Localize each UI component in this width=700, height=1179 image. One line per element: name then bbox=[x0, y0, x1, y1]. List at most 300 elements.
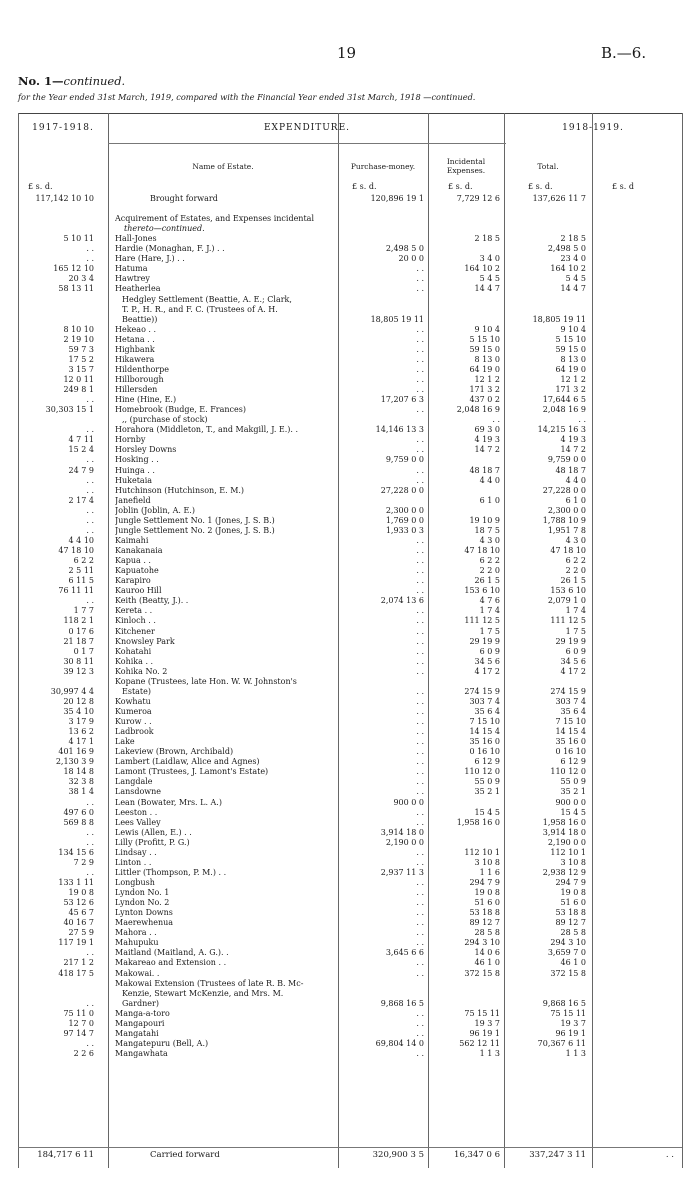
table-row bbox=[0, 989, 700, 999]
cell-purchase: . . bbox=[416, 385, 424, 394]
page-number: 19 bbox=[337, 44, 357, 62]
cell-prev: 24 7 9 bbox=[68, 465, 94, 475]
table-row bbox=[0, 616, 700, 626]
table-row bbox=[0, 405, 700, 415]
cell-name: Makowai. . bbox=[115, 968, 160, 978]
cell-total: 6 0 9 bbox=[565, 646, 586, 656]
cell-prev: 4 7 11 bbox=[68, 435, 94, 445]
cell-prev: 5 10 11 bbox=[63, 234, 94, 244]
cell-total: 5 4 5 bbox=[565, 274, 586, 284]
cell-incidental: 437 0 2 bbox=[469, 395, 500, 405]
cell-total: 14 15 4 bbox=[555, 727, 586, 737]
cell-name: Kereta . . bbox=[115, 606, 153, 616]
currency-tot: £ s. d. bbox=[528, 182, 553, 191]
cell-prev: 2 2 6 bbox=[73, 1049, 94, 1058]
cell-total: 294 7 9 bbox=[555, 878, 586, 887]
table-row bbox=[0, 586, 700, 596]
cell-incidental: 7 15 10 bbox=[469, 717, 500, 726]
cell-prev: 20 3 4 bbox=[68, 274, 94, 284]
carried-forward-row bbox=[0, 1151, 700, 1161]
cell-incidental: 47 18 10 bbox=[464, 546, 500, 555]
cell-total: 1 7 4 bbox=[565, 606, 586, 616]
cell-purchase: . . bbox=[416, 324, 424, 334]
cell-purchase: 9,759 0 0 bbox=[385, 455, 424, 465]
cell-incidental: 69 3 0 bbox=[474, 425, 500, 435]
table-row bbox=[0, 596, 700, 606]
table-row bbox=[0, 284, 700, 294]
cell-name: Hine (Hine, E.) bbox=[115, 395, 177, 405]
table-number: No. 1—continued. bbox=[18, 74, 126, 88]
cell-total: 46 1 0 bbox=[560, 958, 586, 968]
cell-total: 2,300 0 0 bbox=[547, 505, 586, 515]
cell-prev: 20 12 8 bbox=[63, 696, 94, 706]
table-row bbox=[0, 958, 700, 968]
cell-total: 9,868 16 5 bbox=[542, 998, 586, 1008]
cell-total: 14 7 2 bbox=[560, 445, 586, 455]
cell-total: 2,938 12 9 bbox=[542, 867, 586, 877]
cell-total: 12 1 2 bbox=[560, 375, 586, 384]
cell-purchase: . . bbox=[416, 1008, 424, 1018]
cell-incidental: 4 4 0 bbox=[479, 475, 500, 485]
cell-incidental: 6 0 9 bbox=[479, 646, 500, 656]
cell-purchase: 18,805 19 11 bbox=[370, 314, 424, 324]
cell-name: Horsley Downs bbox=[115, 445, 177, 455]
cell-total: 47 18 10 bbox=[550, 546, 586, 555]
cell-incidental: 96 19 1 bbox=[469, 1028, 500, 1038]
cell-name: Horahora (Middleton, T., and Makgill, J. E.). . bbox=[115, 425, 299, 435]
cell-name: Makareao and Extension . . bbox=[115, 958, 227, 968]
cell-incidental: 372 15 8 bbox=[464, 968, 500, 978]
cell-name: Jungle Settlement No. 2 (Jones, J. S. B.) bbox=[115, 525, 275, 535]
cell-prev: . . bbox=[86, 998, 94, 1008]
cell-prev: . . bbox=[86, 1038, 94, 1048]
cell-name: Hawtrey bbox=[115, 274, 150, 284]
cell-total: 110 12 0 bbox=[550, 767, 586, 777]
cell-name: Hekeao . . bbox=[115, 324, 157, 334]
cell-purchase: 27,228 0 0 bbox=[380, 485, 424, 495]
cell-incidental: 4 3 0 bbox=[479, 535, 500, 545]
carried-pur: 320,900 3 5 bbox=[372, 1150, 424, 1160]
table-row bbox=[0, 747, 700, 757]
cell-name: Keith (Beatty, J.). . bbox=[115, 596, 189, 606]
cell-name: Lynton Downs bbox=[115, 908, 173, 918]
table-row bbox=[0, 566, 700, 576]
cell-name: Lakeview (Brown, Archibald) bbox=[115, 747, 234, 757]
table-row bbox=[0, 838, 700, 848]
cell-name: Kumeroa bbox=[115, 706, 152, 716]
table-row bbox=[0, 486, 700, 496]
cell-name: Hetana . . bbox=[115, 334, 155, 344]
cell-name: Leeston . . bbox=[115, 807, 158, 817]
cell-total: 4 4 0 bbox=[565, 475, 586, 485]
cell-prev: 18 14 8 bbox=[63, 767, 94, 777]
cell-name: Kanakanaia bbox=[115, 546, 163, 555]
cell-purchase: . . bbox=[416, 535, 424, 545]
cell-incidental: 171 3 2 bbox=[469, 385, 500, 394]
cell-total: 164 10 2 bbox=[550, 264, 586, 274]
cell-name: Mangawhata bbox=[115, 1049, 168, 1058]
cell-total: 28 5 8 bbox=[560, 928, 586, 938]
table-row bbox=[0, 325, 700, 335]
cell-name: Lindsay . . bbox=[115, 847, 157, 857]
cell-prev: 30 8 11 bbox=[63, 656, 94, 666]
cell-purchase: 2,498 5 0 bbox=[385, 244, 424, 254]
cell-purchase: . . bbox=[416, 636, 424, 646]
cell-prev: . . bbox=[86, 837, 94, 847]
cell-prev: 133 1 11 bbox=[58, 878, 94, 887]
carried-inc: 16,347 0 6 bbox=[454, 1150, 500, 1160]
cell-total: 2,048 16 9 bbox=[542, 405, 586, 415]
cell-purchase: . . bbox=[416, 757, 424, 767]
cell-name: Hikawera bbox=[115, 354, 155, 364]
cell-name: Janefield bbox=[115, 495, 151, 505]
table-row bbox=[0, 264, 700, 274]
cell-total: 29 19 9 bbox=[555, 636, 586, 646]
cell-incidental: 2 18 5 bbox=[474, 234, 500, 244]
table-row bbox=[0, 1009, 700, 1019]
cell-incidental: 1 1 6 bbox=[479, 867, 500, 877]
cell-prev: . . bbox=[86, 425, 94, 435]
cell-prev: 401 16 9 bbox=[58, 747, 94, 757]
cell-purchase: . . bbox=[416, 1049, 424, 1058]
cell-purchase: . . bbox=[416, 968, 424, 978]
cell-incidental: 75 15 11 bbox=[464, 1008, 500, 1018]
cell-incidental: 14 4 7 bbox=[474, 284, 500, 294]
cell-prev: 58 13 11 bbox=[58, 284, 94, 294]
cell-total: 2,190 0 0 bbox=[547, 837, 586, 847]
cell-prev: 134 15 6 bbox=[58, 847, 94, 857]
cell-purchase: . . bbox=[416, 616, 424, 626]
table-row bbox=[0, 858, 700, 868]
cell-incidental: 34 5 6 bbox=[474, 656, 500, 666]
table-row bbox=[0, 385, 700, 395]
cell-purchase: . . bbox=[416, 787, 424, 797]
cell-incidental: 48 18 7 bbox=[469, 465, 500, 475]
table-row bbox=[0, 908, 700, 918]
cell-incidental: 35 2 1 bbox=[474, 787, 500, 797]
cell-prev: 38 1 4 bbox=[68, 787, 94, 797]
cell-purchase: . . bbox=[416, 334, 424, 344]
table-subtitle: for the Year ended 31st March, 1919, compared with the Financial Year ended 31st March, 1918 —continued. bbox=[18, 92, 476, 102]
cell-name: thereto—continued. bbox=[124, 224, 205, 234]
cell-incidental: 64 19 0 bbox=[469, 364, 500, 374]
table-row bbox=[0, 214, 700, 224]
brought-prev: 117,142 10 10 bbox=[35, 194, 94, 203]
table-row bbox=[0, 445, 700, 455]
cell-purchase: . . bbox=[416, 465, 424, 475]
cell-purchase: . . bbox=[416, 706, 424, 716]
cell-purchase: . . bbox=[416, 727, 424, 737]
cell-prev: 35 4 10 bbox=[63, 706, 94, 716]
cell-prev: 2,130 3 9 bbox=[55, 757, 94, 767]
cell-total: 153 6 10 bbox=[550, 586, 586, 596]
cell-name: Hosking . . bbox=[115, 455, 159, 465]
cell-purchase: . . bbox=[416, 908, 424, 918]
cell-name: Lamont (Trustees, J. Lamont's Estate) bbox=[115, 767, 269, 777]
cell-incidental: 4 19 3 bbox=[474, 435, 500, 445]
cell-purchase: . . bbox=[416, 586, 424, 596]
cell-purchase: . . bbox=[416, 264, 424, 274]
cell-name: Mahupuku bbox=[115, 938, 159, 948]
cell-name: Kowhatu bbox=[115, 696, 151, 706]
table-row bbox=[0, 828, 700, 838]
cell-total: 900 0 0 bbox=[555, 797, 586, 807]
cell-purchase: . . bbox=[416, 737, 424, 747]
table-row bbox=[0, 1029, 700, 1039]
col-total: Total. bbox=[537, 162, 559, 171]
cell-purchase: . . bbox=[416, 556, 424, 565]
cell-purchase: . . bbox=[416, 958, 424, 968]
cell-total: 9 10 4 bbox=[560, 324, 586, 334]
table-row bbox=[0, 455, 700, 465]
table-row bbox=[0, 606, 700, 616]
cell-total: 274 15 9 bbox=[550, 686, 586, 696]
cell-incidental: 46 1 0 bbox=[474, 958, 500, 968]
cell-prev: 2 5 11 bbox=[68, 566, 94, 576]
table-row bbox=[0, 335, 700, 345]
table-row bbox=[0, 657, 700, 667]
table-row bbox=[0, 787, 700, 797]
cell-prev: 418 17 5 bbox=[58, 968, 94, 978]
cell-total: 2,498 5 0 bbox=[547, 244, 586, 254]
table-row bbox=[0, 476, 700, 486]
table-row bbox=[0, 918, 700, 928]
table-row bbox=[0, 667, 700, 677]
cell-prev: 76 11 11 bbox=[58, 586, 94, 596]
cell-name: Littler (Thompson, P. M.) . . bbox=[115, 867, 227, 877]
cell-name: Kohika . . bbox=[115, 656, 154, 666]
table-row bbox=[0, 305, 700, 315]
table-row bbox=[0, 375, 700, 385]
table-row bbox=[0, 1039, 700, 1049]
cell-name: T. P., H. R., and F. C. (Trustees of A. H. bbox=[122, 304, 278, 314]
cell-prev: 8 10 10 bbox=[63, 324, 94, 334]
table-row bbox=[0, 365, 700, 375]
cell-prev: 39 12 3 bbox=[63, 666, 94, 676]
cell-incidental: 2 2 0 bbox=[479, 566, 500, 576]
cell-name: Jungle Settlement No. 1 (Jones, J. S. B.) bbox=[115, 515, 275, 525]
rule-carried bbox=[18, 1147, 682, 1148]
cell-purchase: . . bbox=[416, 817, 424, 827]
cell-incidental: 89 12 7 bbox=[469, 918, 500, 928]
cell-purchase: . . bbox=[416, 546, 424, 555]
cell-name: Knowsley Park bbox=[115, 636, 175, 646]
cell-total: 35 6 4 bbox=[560, 706, 586, 716]
table-row bbox=[0, 727, 700, 737]
cell-incidental: 9 10 4 bbox=[474, 324, 500, 334]
cell-total: 7 15 10 bbox=[555, 717, 586, 726]
table-row bbox=[0, 928, 700, 938]
cell-total: 5 15 10 bbox=[555, 334, 586, 344]
cell-name: Gardner) bbox=[122, 998, 159, 1008]
cell-purchase: . . bbox=[416, 646, 424, 656]
cell-purchase: . . bbox=[416, 445, 424, 455]
col-incidental: Incidental Expenses. bbox=[446, 157, 486, 175]
cell-name: Mahora . . bbox=[115, 928, 157, 938]
cell-prev: 32 3 8 bbox=[68, 777, 94, 787]
cell-purchase: . . bbox=[416, 767, 424, 777]
cell-total: 3 10 8 bbox=[560, 857, 586, 867]
cell-prev: 6 2 2 bbox=[73, 556, 94, 565]
table-row bbox=[0, 969, 700, 979]
cell-purchase: . . bbox=[416, 717, 424, 726]
table-row bbox=[0, 395, 700, 405]
cell-total: 2,079 1 0 bbox=[547, 596, 586, 606]
cell-incidental: 28 5 8 bbox=[474, 928, 500, 938]
cell-prev: 249 8 1 bbox=[63, 385, 94, 394]
cell-name: Kapuatohe bbox=[115, 566, 159, 576]
cell-prev: . . bbox=[86, 797, 94, 807]
cell-incidental: 55 0 9 bbox=[474, 777, 500, 787]
cell-purchase: 20 0 0 bbox=[398, 254, 424, 264]
cell-total: 4 3 0 bbox=[565, 535, 586, 545]
cell-total: 64 19 0 bbox=[555, 364, 586, 374]
cell-prev: 19 0 8 bbox=[68, 888, 94, 897]
cell-total: 23 4 0 bbox=[560, 254, 586, 264]
cell-prev: 12 0 11 bbox=[63, 375, 94, 384]
cell-purchase: 17,207 6 3 bbox=[380, 395, 424, 405]
table-row bbox=[0, 697, 700, 707]
cell-purchase: 2,074 13 6 bbox=[380, 596, 424, 606]
table-row bbox=[0, 948, 700, 958]
cell-incidental: 110 12 0 bbox=[464, 767, 500, 777]
cell-purchase: 3,645 6 6 bbox=[385, 948, 424, 958]
currency-inc: £ s. d. bbox=[448, 182, 473, 191]
cell-incidental: 1 7 5 bbox=[479, 626, 500, 636]
carried-label: Carried forward bbox=[150, 1151, 220, 1160]
cell-name: Highbank bbox=[115, 344, 155, 354]
cell-total: 6 1 0 bbox=[565, 495, 586, 505]
cell-purchase: . . bbox=[416, 274, 424, 284]
cell-name: Linton . . bbox=[115, 857, 152, 867]
cell-total: 3,914 18 0 bbox=[542, 827, 586, 837]
cell-name: Hall-Jones bbox=[115, 234, 157, 244]
cell-name: Hatuma bbox=[115, 264, 148, 274]
cell-name: Lilly (Profitt, P. G.) bbox=[115, 837, 190, 847]
cell-name: Kohatahi bbox=[115, 646, 152, 656]
currency-pur: £ s. d. bbox=[352, 182, 377, 191]
cell-name: Beattie)) bbox=[122, 314, 158, 324]
cell-incidental: 6 2 2 bbox=[479, 556, 500, 565]
cell-prev: 12 7 0 bbox=[68, 1018, 94, 1028]
cell-purchase: . . bbox=[416, 344, 424, 354]
section-1918: 1918-1919. bbox=[562, 123, 624, 133]
table-row bbox=[0, 848, 700, 858]
cell-name: Joblin (Joblin, A. E.) bbox=[115, 505, 195, 515]
cell-incidental: 112 10 1 bbox=[464, 847, 500, 857]
cell-incidental: 303 7 4 bbox=[469, 696, 500, 706]
cell-total: 4 17 2 bbox=[560, 666, 586, 676]
cell-prev: . . bbox=[86, 525, 94, 535]
cell-purchase: 2,300 0 0 bbox=[385, 505, 424, 515]
cell-incidental: 14 0 6 bbox=[474, 948, 500, 958]
table-row bbox=[0, 979, 700, 989]
cell-prev: 7 2 9 bbox=[73, 857, 94, 867]
cell-purchase: . . bbox=[416, 354, 424, 364]
cell-prev: 30,997 4 4 bbox=[50, 686, 94, 696]
cell-incidental: 562 12 11 bbox=[459, 1038, 500, 1048]
cell-prev: . . bbox=[86, 395, 94, 405]
cell-total: 6 2 2 bbox=[565, 556, 586, 565]
cell-name: ,, (purchase of stock) bbox=[122, 415, 208, 425]
table-row bbox=[0, 757, 700, 767]
cell-total: 19 3 7 bbox=[560, 1018, 586, 1028]
cell-incidental: 3 4 0 bbox=[479, 254, 500, 264]
cell-incidental: 35 6 4 bbox=[474, 706, 500, 716]
table-row bbox=[0, 234, 700, 244]
table-row bbox=[0, 425, 700, 435]
cell-purchase: 900 0 0 bbox=[393, 797, 424, 807]
table-row bbox=[0, 1049, 700, 1059]
cell-total: 2 2 0 bbox=[565, 566, 586, 576]
cell-purchase: . . bbox=[416, 928, 424, 938]
carried-ext: . . bbox=[665, 1150, 674, 1160]
cell-total: 14 4 7 bbox=[560, 284, 586, 294]
cell-purchase: . . bbox=[416, 566, 424, 576]
table-row bbox=[0, 938, 700, 948]
cell-total: 35 16 0 bbox=[555, 737, 586, 747]
cell-total: 0 16 10 bbox=[555, 747, 586, 757]
cell-total: 372 15 8 bbox=[550, 968, 586, 978]
cell-incidental: 18 7 5 bbox=[474, 525, 500, 535]
cell-purchase: 2,190 0 0 bbox=[385, 837, 424, 847]
cell-prev: 17 5 2 bbox=[68, 354, 94, 364]
cell-purchase: . . bbox=[416, 918, 424, 928]
cell-prev: 97 14 7 bbox=[63, 1028, 94, 1038]
brought-pur: 120,896 19 1 bbox=[370, 194, 424, 203]
cell-name: Ladbrook bbox=[115, 727, 154, 737]
cell-incidental: 1,958 16 0 bbox=[456, 817, 500, 827]
cell-name: Langdale bbox=[115, 777, 153, 787]
cell-incidental: 19 0 8 bbox=[474, 888, 500, 897]
carried-prev: 184,717 6 11 bbox=[37, 1150, 94, 1160]
cell-name: Hillborough bbox=[115, 375, 164, 384]
cell-prev: 2 17 4 bbox=[68, 495, 94, 505]
cell-prev: 45 6 7 bbox=[68, 908, 94, 918]
cell-prev: 569 8 8 bbox=[63, 817, 94, 827]
cell-prev: 3 17 9 bbox=[68, 717, 94, 726]
cell-incidental: 14 7 2 bbox=[474, 445, 500, 455]
cell-incidental: 0 16 10 bbox=[469, 747, 500, 757]
cell-total: 2 18 5 bbox=[560, 234, 586, 244]
cell-purchase: 1,769 0 0 bbox=[385, 515, 424, 525]
cell-prev: 165 12 10 bbox=[53, 264, 94, 274]
cell-prev: . . bbox=[86, 505, 94, 515]
cell-prev: 4 17 1 bbox=[68, 737, 94, 747]
table-row bbox=[0, 274, 700, 284]
table-row bbox=[0, 244, 700, 254]
cell-name: Kopane (Trustees, late Hon. W. W. Johnston's bbox=[115, 676, 297, 686]
cell-total: 18,805 19 11 bbox=[532, 314, 586, 324]
cell-incidental: 4 7 6 bbox=[479, 596, 500, 606]
table-row bbox=[0, 717, 700, 727]
col-name: Name of Estate. bbox=[192, 162, 254, 171]
cell-total: 1,958 16 0 bbox=[542, 817, 586, 827]
cell-total: 171 3 2 bbox=[555, 385, 586, 394]
cell-incidental: 111 12 5 bbox=[464, 616, 500, 626]
document-reference: B.—6. bbox=[601, 44, 647, 62]
cell-prev: 53 12 6 bbox=[63, 898, 94, 908]
cell-prev: . . bbox=[86, 455, 94, 465]
cell-prev: . . bbox=[86, 827, 94, 837]
section-expenditure: EXPENDITURE. bbox=[263, 123, 351, 133]
cell-total: 6 12 9 bbox=[560, 757, 586, 767]
table-row bbox=[0, 435, 700, 445]
cell-name: Heatherlea bbox=[115, 284, 161, 294]
cell-total: 51 6 0 bbox=[560, 898, 586, 908]
cell-total: 4 19 3 bbox=[560, 435, 586, 445]
cell-incidental: 8 13 0 bbox=[474, 354, 500, 364]
